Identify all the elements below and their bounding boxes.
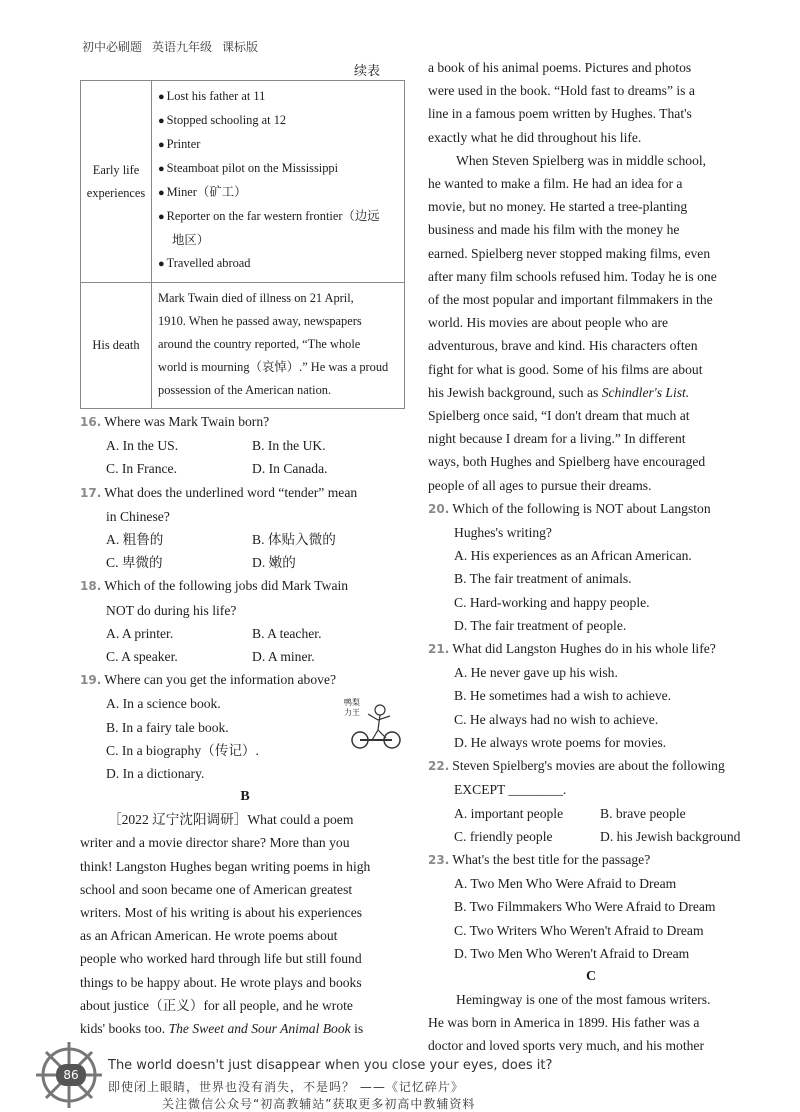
options [80,622,410,668]
row-label-line: His death [92,338,140,352]
option: D. He always wrote poems for movies. [454,734,667,750]
row-content [152,283,405,409]
bullet-item [158,85,398,109]
passage-line: he wanted to make a film. He had an idea for a [428,176,683,192]
passage-line: Hemingway is one of the most famous writers. [456,991,711,1007]
bullet-item [158,205,398,229]
question [428,848,754,965]
passage-c-paragraph [428,988,754,1058]
death-text-line: around the country reported, “The whole [158,337,361,351]
book-title: The Sweet and Sour Animal Book [168,1021,351,1037]
options [428,872,754,965]
cartoon-illustration [338,694,408,754]
question-text: Where can you get the information above? [104,672,337,688]
bullet-item [158,229,398,252]
option: B. In a fairy tale book. [106,719,229,735]
passage-line: business and made his film with the money he [428,222,680,238]
question-number: 22. [428,759,450,774]
option: A. Two Men Who Were Afraid to Dream [454,876,677,892]
passage-text: kids' books too. [80,1021,169,1037]
bullet-item [158,252,398,276]
section-label-c: C [585,968,597,984]
option-row [106,457,410,480]
passage-b-continuation [428,56,754,149]
question-line [428,497,754,521]
option: B. He sometimes had a wish to achieve. [454,688,672,704]
option: D. his Jewish background [600,828,741,844]
option: C. In France. [106,461,177,477]
question-text: What's the best title for the passage? [452,851,651,867]
question-line [80,410,410,434]
option-row [454,802,754,825]
passage-line: night because I dream for a living.” In different [428,431,686,447]
passage-line [428,381,754,404]
bullet-text: Stopped schooling at 12 [166,113,287,127]
passage-line: fight for what is good. Some of his films are about [428,361,703,377]
passage-line: school and soon became one of American greatest [80,881,353,897]
question-text: Which of the following is NOT about Langston [452,500,711,516]
option: B. brave people [600,805,686,821]
option: D. In a dictionary. [106,766,205,782]
option: A. important people [454,805,564,821]
question-line [80,481,410,505]
row-content [152,81,405,283]
question [80,481,410,575]
question-text: Which of the following jobs did Mark Twain [104,578,349,594]
bullet-item [158,109,398,133]
option-row [454,825,754,848]
option: B. The fair treatment of animals. [454,571,632,587]
option-row [106,434,410,457]
bullet-dot-icon: ● [158,187,165,199]
death-text-line: Mark Twain died of illness on 21 April, [158,291,354,305]
option: B. In the UK. [252,438,326,454]
question-line [428,637,754,661]
passage-line: people who worked hard through life but still found [80,951,362,967]
option: C. A speaker. [106,649,178,665]
question-line: Hughes's writing? [454,525,552,541]
passage-line: writers. Most of his writing is about his experiences [80,905,363,921]
row-label [81,81,152,283]
question-number: 19. [80,673,102,688]
header-part: 课标版 [222,40,259,54]
passage-line: movie, but no money. He started a tree-planting [428,199,688,215]
question-text: What does the underlined word “tender” mean [104,484,358,500]
bullet-text: Steamboat pilot on the Mississippi [166,161,339,175]
passage-line: of the most popular and important filmmakers in the [428,292,713,308]
cartoon-caption-1: 鸭梨 [344,698,360,707]
continued-label: 续表 [354,64,381,79]
header-part: 英语九年级 [152,40,213,54]
options [428,661,754,754]
bullet-dot-icon: ● [158,211,165,223]
question-text: Where was Mark Twain born? [104,414,270,429]
passage-line: doctor and loved sports very much, and his mother [428,1038,704,1054]
bullet-text: Reporter on the far western frontier（边远 [166,209,380,223]
bullet-dot-icon: ● [158,258,165,270]
bullet-dot-icon: ● [158,163,165,175]
question-number: 23. [428,852,450,867]
bullet-text: Miner（矿工） [166,185,247,199]
bullet-item [158,181,398,205]
option: C. friendly people [454,828,553,844]
page-header [82,38,268,55]
option: B. 体贴入微的 [252,532,336,548]
options [80,434,410,480]
option: D. A miner. [252,649,315,665]
table-row [81,81,405,283]
option: A. 粗鲁的 [106,532,164,548]
option: C. In a biography（传记）. [106,742,259,758]
bullet-item [158,157,398,181]
option: C. Two Writers Who Weren't Afraid to Dream [454,922,704,938]
question-line [428,754,754,778]
options [428,802,754,848]
passage-line [80,1017,410,1040]
question-number: 20. [428,501,450,516]
footer-quote-chinese: 即使闭上眼睛，世界也没有消失，不是吗？ ——《记忆碎片》 [108,1080,464,1094]
option: D. Two Men Who Weren't Afraid to Dream [454,945,690,961]
passage-text: is [350,1021,364,1037]
page-number: 86 [56,1064,86,1086]
passage-line: When Steven Spielberg was in middle school, [456,152,707,168]
bullet-text: Printer [166,137,201,151]
question-number: 21. [428,642,450,657]
row-label [81,283,152,409]
question-number: 18. [80,579,102,594]
passage-line: writer and a movie director share? More than you [80,835,350,851]
question-number: 17. [80,485,102,500]
passage-line: world. His movies are about people who are [428,315,669,331]
option-row [106,528,410,551]
bullet-text: Travelled abroad [166,256,251,270]
passage-line: about justice（正义）for all people, and he wrote [80,997,353,1013]
option: D. In Canada. [252,461,328,477]
table-row [81,283,405,409]
option: B. A teacher. [252,625,322,641]
passage-line: things to be happy about. He wrote plays and books [80,974,362,990]
death-text-line: world is mourning（哀悼）.” He was a proud [158,360,389,374]
bullet-dot-icon: ● [158,115,165,127]
options [80,528,410,574]
question [428,754,754,848]
passage-line: after many film schools refused him. Today he is one [428,268,717,284]
question-line: NOT do during his life? [106,602,237,618]
question [80,410,410,481]
row-label-line: Early life [92,162,140,177]
option: A. A printer. [106,625,174,641]
bullet-item [158,133,398,157]
passage-line: adventurous, brave and kind. His characters often [428,338,698,354]
question-number: 16. [80,415,102,429]
header-part: 初中必刷题 [82,40,143,54]
option: B. Two Filmmakers Who Were Afraid to Dream [454,899,716,915]
info-table [80,80,405,409]
footer-quote-english: The world doesn't just disappear when you close your eyes, does it? [108,1058,553,1073]
question-line: EXCEPT ________. [454,782,567,798]
passage-line: exactly what he did throughout his life. [428,129,642,145]
passage-b-paragraph [80,808,410,1040]
question-line: in Chinese? [106,508,170,524]
option: A. In a science book. [106,696,221,712]
footer-promo: 关注微信公众号“初高教辅站”获取更多初高中教辅资料 [162,1097,476,1111]
cartoon-caption-2: 力王 [344,708,360,717]
options [428,544,754,637]
passage-line: as an African American. He wrote poems about [80,928,338,944]
passage-line: ［2022 辽宁沈阳调研］What could a poem [108,812,354,828]
question-text: Steven Spielberg's movies are about the following [452,758,725,774]
question [80,574,410,668]
passage-line: earned. Spielberg never stopped making films, even [428,245,711,261]
option: D. The fair treatment of people. [454,617,627,633]
passage-line: people of all ages to pursue their dreams. [428,477,652,493]
option: A. His experiences as an African American. [454,548,692,564]
bullet-dot-icon: ● [158,139,165,151]
option: C. Hard-working and happy people. [454,594,650,610]
passage-line: think! Langston Hughes began writing poems in high [80,858,371,874]
film-title: Schindler's List. [601,384,690,400]
option-row [106,551,410,574]
bullet-dot-icon: ● [158,91,165,103]
passage-line: a book of his animal poems. Pictures and photos [428,60,692,75]
option: C. He always had no wish to achieve. [454,711,659,727]
option: A. In the US. [106,438,179,454]
option: A. He never gave up his wish. [454,665,618,681]
passage-line: line in a famous poem written by Hughes. That's [428,106,692,122]
passage-b-paragraph-2 [428,149,754,497]
bullet-text: 地区） [172,233,210,247]
row-label-line: experiences [86,185,146,200]
passage-line: ways, both Hughes and Spielberg have encouraged [428,454,706,470]
section-label-b: B [240,789,250,805]
bullet-text: Lost his father at 11 [166,89,266,103]
option-row [106,622,410,645]
option: C. 卑微的 [106,555,163,571]
option-row [106,645,410,668]
question-line [428,848,754,872]
question-line [80,668,410,692]
question [428,637,754,754]
death-text-line: possession of the American nation. [158,383,332,397]
option: D. 嫩的 [252,555,296,571]
question-line [80,574,410,598]
passage-line: Spielberg once said, “I don't dream that much at [428,408,690,424]
death-text-line: 1910. When he passed away, newspapers [158,314,362,328]
right-column [428,56,754,1058]
passage-line: were used in the book. “Hold fast to dreams” is a [428,83,695,99]
passage-text: his Jewish background, such as [428,384,602,400]
question-text: What did Langston Hughes do in his whole life? [452,641,716,657]
passage-line: He was born in America in 1899. His father was a [428,1015,700,1031]
question [428,497,754,637]
